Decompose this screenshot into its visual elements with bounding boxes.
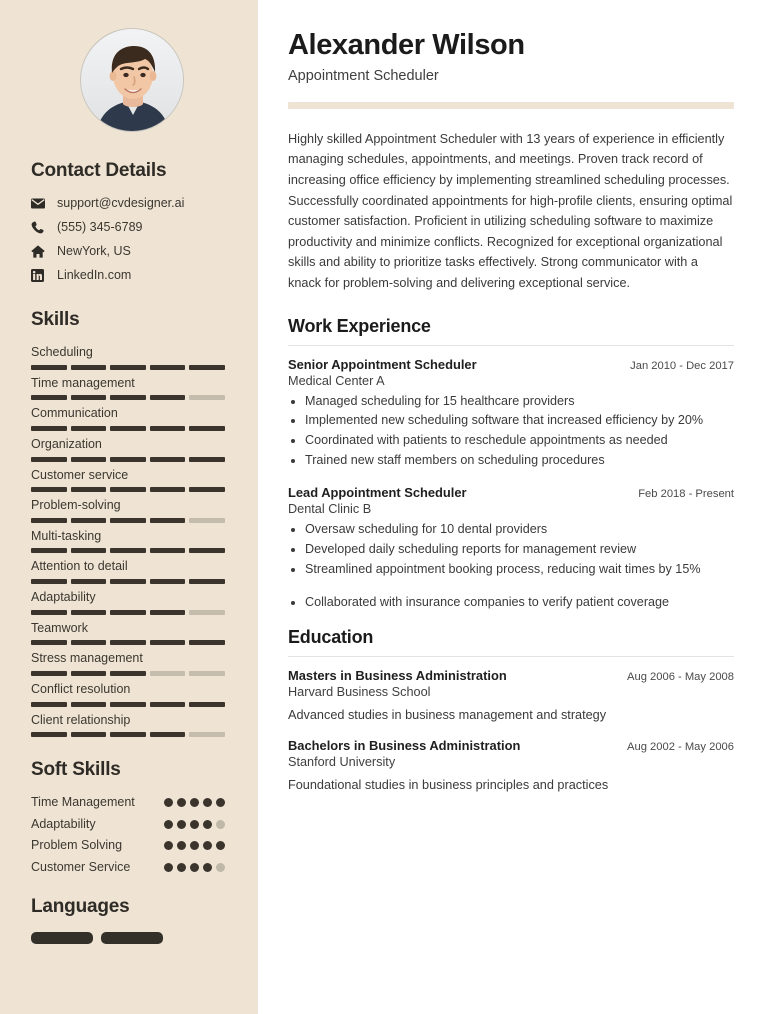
soft-skill-row [31,795,225,811]
rating-dot [216,798,225,807]
skill-segment [189,671,225,676]
skill-level-bar [31,487,225,492]
skill-level-bar [31,671,225,676]
main-content [258,0,768,1014]
contact-item-email[interactable] [31,196,232,211]
skill-segment [110,702,146,707]
skill-segment [189,395,225,400]
contact-list [31,196,232,283]
skill-segment [31,702,67,707]
degree-description: Advanced studies in business management and strategy [288,707,607,722]
soft-skill-row [31,860,225,876]
professional-summary: Highly skilled Appointment Scheduler with 13 years of experience in efficiently managing schedules, appointments, and meetings. Proven track record of increasing office efficiency by implementing streamlined scheduling processes. Successfully coordinated appointments for high-profile clients, ensuring optimal customer satisfaction. Proficient in utilizing scheduling software to maximize productivity and minimize conflicts. Recognized for exceptional organizational skills and ability to prioritize tasks effectively. Strong communicator with a knack for problem-solving and delivering exceptional service. [288,131,733,290]
skills-heading: Skills [31,309,80,330]
skill-segment [31,487,67,492]
skill-row [31,468,232,493]
skill-row [31,590,232,615]
work-experience-heading: Work Experience [288,315,431,336]
rating-dot [203,820,212,829]
contact-item-location[interactable] [31,244,232,259]
entry-header [288,485,734,500]
job-responsibility-item: • Collaborated with insurance companies to verify patient coverage [305,593,734,612]
skill-segment [189,640,225,645]
soft-skill-rating-dots [164,817,225,829]
skill-segment [110,579,146,584]
rating-dot [203,863,212,872]
rating-dot [177,820,186,829]
skill-segment [71,579,107,584]
contact-item-linkedin[interactable] [31,268,232,283]
job-title: Appointment Scheduler [288,67,439,84]
rating-dot [164,841,173,850]
skill-label: Adaptability [31,590,96,604]
education-entry [288,668,734,725]
soft-skill-rating-dots [164,795,225,807]
page-title: Alexander Wilson [288,29,525,61]
job-responsibility-item: • Oversaw scheduling for 10 dental providers [305,520,734,539]
skill-label: Conflict resolution [31,681,131,696]
work-experience-divider [288,345,734,346]
avatar [80,28,184,132]
contact-details-heading: Contact Details [31,160,167,181]
job-responsibility-item: • Developed daily scheduling reports for management review [305,540,734,559]
avatar-container [31,28,232,132]
skill-row [31,498,232,523]
skill-segment [110,640,146,645]
skill-row [31,713,232,738]
header-divider [288,102,734,109]
job-role: Senior Appointment Scheduler [288,356,477,372]
contact-linkedin-text: LinkedIn.com [57,268,132,282]
job-responsibility-item: • Coordinated with patients to reschedule appointments as needed [305,431,734,450]
language-tag[interactable] [101,932,163,944]
soft-skill-rating-dots [164,838,225,850]
skill-segment [31,518,67,523]
skill-segment [110,732,146,737]
skill-level-bar [31,640,225,645]
job-date-range: Jan 2010 - Dec 2017 [630,359,734,372]
skill-segment [71,487,107,492]
skills-section [31,309,232,737]
skill-segment [110,548,146,553]
degree-description: Foundational studies in business principles and practices [288,777,609,792]
rating-dot [164,798,173,807]
skill-segment [71,365,107,370]
skill-segment [110,610,146,615]
entry-header [288,738,734,753]
work-experience-list [288,357,734,612]
rating-dot [216,863,225,872]
skill-segment [189,457,225,462]
skill-segment [110,457,146,462]
rating-dot [190,863,199,872]
skill-segment [189,732,225,737]
skill-level-bar [31,702,225,707]
skill-segment [31,671,67,676]
skill-segment [71,395,107,400]
skill-segment [150,579,186,584]
skill-segment [71,640,107,645]
skill-segment [31,640,67,645]
skill-row [31,651,232,676]
entry-header [288,357,734,372]
skill-label: Customer service [31,467,129,482]
skill-level-bar [31,732,225,737]
skill-row [31,345,232,370]
skill-row [31,621,232,646]
degree-date-range: Aug 2006 - May 2008 [627,670,734,683]
skill-segment [189,365,225,370]
job-responsibility-list [305,392,734,471]
skill-segment [110,426,146,431]
skill-segment [110,395,146,400]
soft-skill-rating-dots [164,860,225,872]
skill-label: Multi-tasking [31,528,102,543]
degree-title: Bachelors in Business Administration [288,737,521,753]
skill-label: Scheduling [31,345,93,359]
profile-photo-icon [81,29,184,132]
soft-skill-row [31,817,225,833]
soft-skill-label: Customer Service [31,860,131,874]
rating-dot [216,820,225,829]
skill-label: Stress management [31,651,143,666]
skill-segment [189,610,225,615]
school-name: Stanford University [288,754,396,769]
contact-location-text: NewYork, US [57,244,131,258]
education-entry [288,738,734,795]
skill-level-bar [31,610,225,615]
skill-label: Teamwork [31,620,88,635]
skill-segment [189,518,225,523]
skill-segment [150,518,186,523]
skill-label: Client relationship [31,712,131,727]
skill-segment [110,518,146,523]
skill-segment [71,671,107,676]
job-responsibility-item: • Managed scheduling for 15 healthcare providers [305,392,734,411]
skill-segment [150,487,186,492]
rating-dot [190,820,199,829]
skill-segment [150,671,186,676]
soft-skills-section [31,759,232,876]
education-divider [288,656,734,657]
skill-row [31,376,232,401]
skill-segment [150,395,186,400]
rating-dot [164,820,173,829]
education-section [288,627,734,795]
soft-skill-label: Time Management [31,795,135,810]
skill-segment [150,457,186,462]
skill-segment [31,579,67,584]
school-name: Harvard Business School [288,684,431,699]
skill-segment [150,640,186,645]
rating-dot [177,798,186,807]
soft-skills-heading: Soft Skills [31,759,121,781]
soft-skill-label: Adaptability [31,816,96,831]
skill-segment [71,702,107,707]
envelope-icon [31,198,48,209]
skill-level-bar [31,518,225,523]
job-role: Lead Appointment Scheduler [288,485,467,501]
skill-level-bar [31,457,225,462]
job-responsibility-item: • Trained new staff members on scheduling procedures [305,451,734,470]
skill-level-bar [31,579,225,584]
job-responsibility-list [305,520,734,612]
skill-segment [31,457,67,462]
skill-segment [150,426,186,431]
skill-segment [150,610,186,615]
education-heading: Education [288,626,374,647]
languages-heading: Languages [31,895,130,917]
soft-skill-label: Problem Solving [31,838,123,853]
skill-segment [150,548,186,553]
skill-label: Time management [31,375,135,390]
degree-date-range: Aug 2002 - May 2006 [627,740,734,753]
rating-dot [164,863,173,872]
skill-segment [150,702,186,707]
skill-segment [71,426,107,431]
job-date-range: Feb 2018 - Present [638,488,734,501]
rating-dot [216,841,225,850]
language-tag[interactable] [31,932,93,944]
skill-row [31,437,232,462]
degree-title: Masters in Business Administration [288,667,507,683]
skill-row [31,529,232,554]
skill-segment [150,365,186,370]
rating-dot [190,798,199,807]
skill-segment [189,702,225,707]
soft-skill-row [31,838,225,854]
skill-segment [31,548,67,553]
skill-segment [71,518,107,523]
skill-segment [71,732,107,737]
education-list [288,668,734,795]
work-experience-entry [288,485,734,612]
entry-header [288,668,734,683]
skill-level-bar [31,395,225,400]
languages-section [31,896,232,944]
contact-phone-text: (555) 345-6789 [57,220,143,234]
skill-segment [189,426,225,431]
skill-segment [31,610,67,615]
resume-header [288,30,734,109]
skill-row [31,559,232,584]
skill-segment [110,671,146,676]
sidebar [0,0,258,1014]
skill-segment [189,487,225,492]
skill-level-bar [31,365,225,370]
skill-segment [31,426,67,431]
skill-segment [189,579,225,584]
skill-segment [31,732,67,737]
phone-icon [31,221,48,234]
skill-segment [31,395,67,400]
rating-dot [203,798,212,807]
skill-row [31,682,232,707]
skills-list [31,345,232,737]
home-icon [31,245,48,258]
skill-segment [150,732,186,737]
skill-row [31,406,232,431]
skill-label: Organization [31,436,102,451]
skill-label: Problem-solving [31,498,121,513]
skill-segment [110,365,146,370]
work-experience-section [288,316,734,612]
soft-skills-list [31,795,232,876]
skill-segment [71,457,107,462]
skill-segment [71,610,107,615]
rating-dot [177,841,186,850]
linkedin-icon [31,269,48,282]
job-organization: Medical Center A [288,373,385,388]
skill-segment [110,487,146,492]
rating-dot [190,841,199,850]
skill-segment [189,548,225,553]
contact-item-phone[interactable] [31,220,232,235]
skill-level-bar [31,426,225,431]
job-organization: Dental Clinic B [288,502,372,517]
job-responsibility-item: • Streamlined appointment booking process, reducing wait times by 15% [305,560,734,579]
rating-dot [203,841,212,850]
skill-segment [31,365,67,370]
rating-dot [177,863,186,872]
job-responsibility-item: • Implemented new scheduling software that increased efficiency by 20% [305,411,734,430]
skill-level-bar [31,548,225,553]
skill-segment [71,548,107,553]
languages-tag-list [31,932,232,944]
work-experience-entry [288,357,734,471]
skill-label: Attention to detail [31,559,128,574]
skill-label: Communication [31,406,118,421]
contact-email-text: support@cvdesigner.ai [57,196,185,210]
